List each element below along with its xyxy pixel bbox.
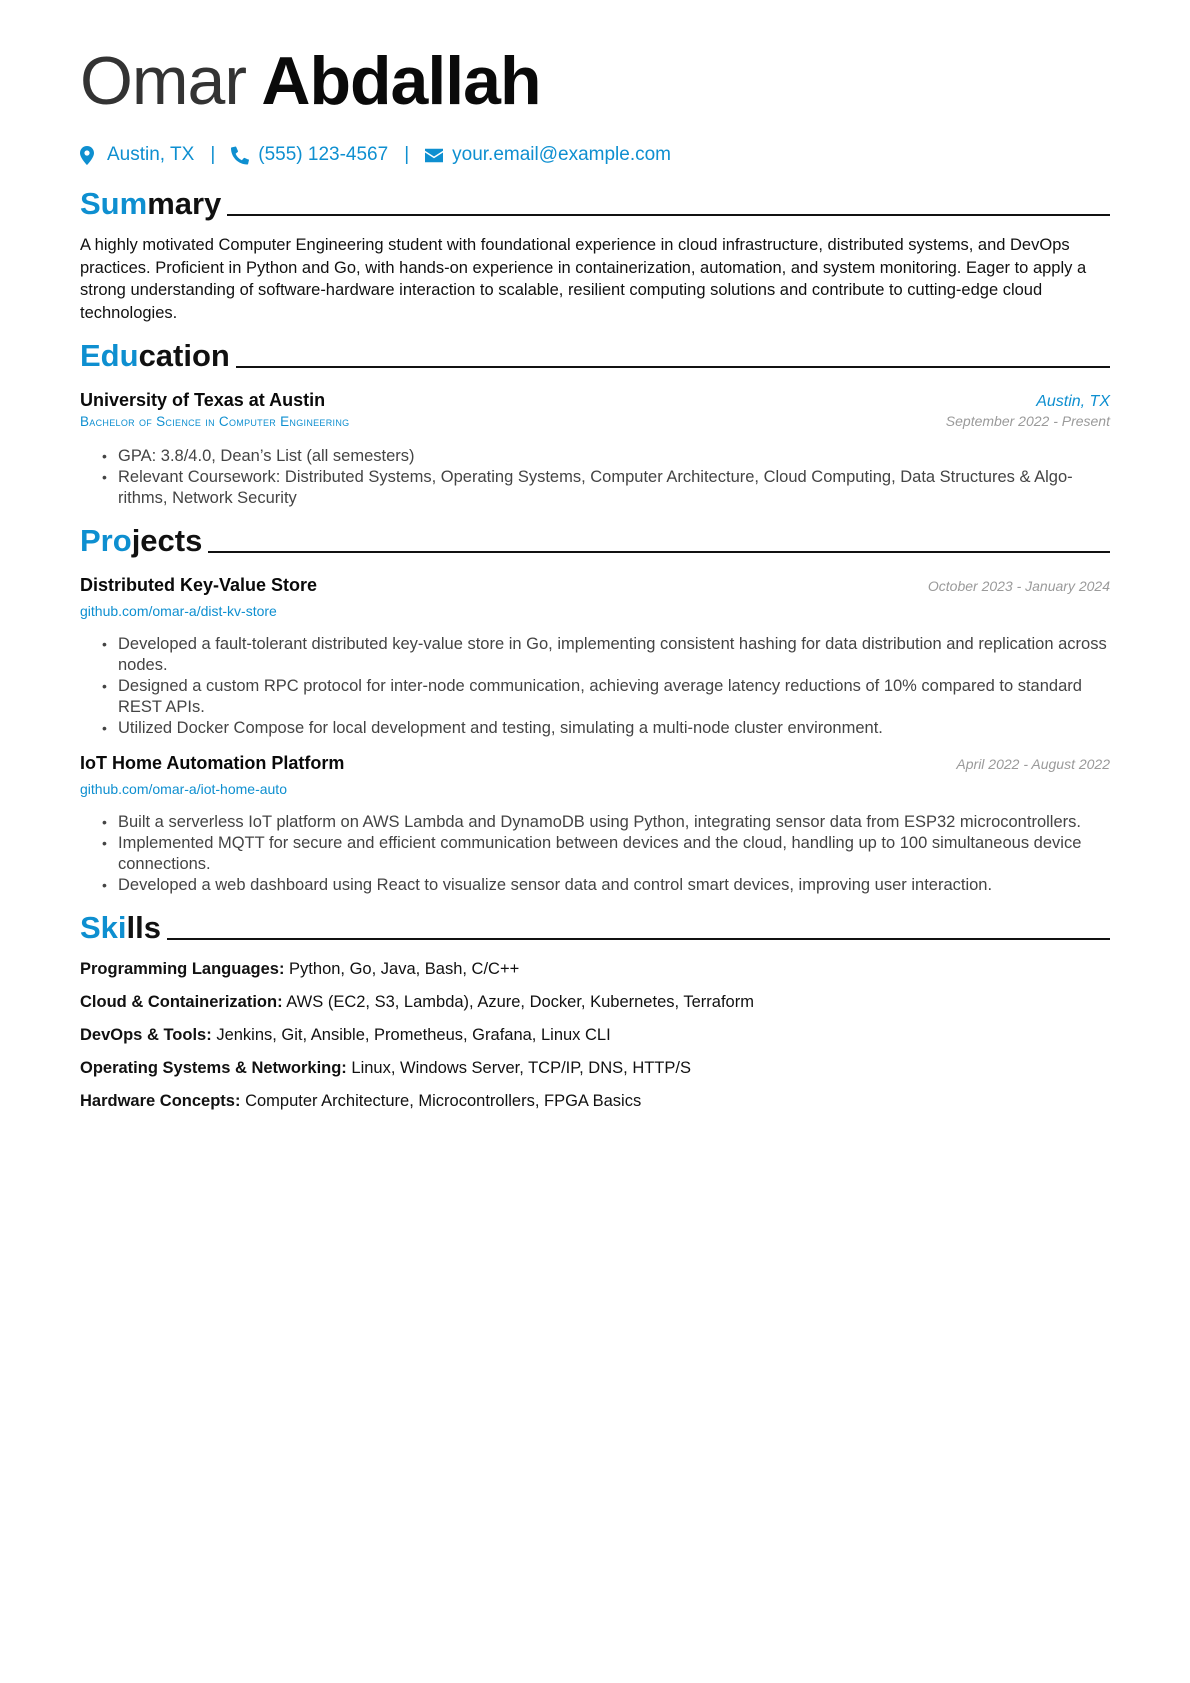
contact-phone[interactable] <box>231 144 388 166</box>
list-item: • Implemented MQTT for secure and efficient communication between devices and the cloud, handling up to 100 simultaneous device connections. <box>118 833 1110 875</box>
skill-row <box>80 1024 1110 1046</box>
skill-row <box>80 1057 1110 1079</box>
skills-heading <box>80 906 1110 946</box>
list-item: • Developed a web dashboard using React to visualize sensor data and control smart devices, improving user interaction. <box>118 875 1110 896</box>
list-item: • Built a serverless IoT platform on AWS Lambda and DynamoDB using Python, integrating sensor data from ESP32 microcontrollers. <box>118 812 1110 833</box>
location-text: Austin, TX <box>107 144 195 165</box>
section-rule <box>167 938 1110 940</box>
skill-row <box>80 1090 1110 1112</box>
skills-list <box>80 958 1110 1112</box>
first-name: Omar <box>80 43 246 119</box>
last-name: Abdallah <box>261 43 541 119</box>
school-name: University of Texas at Austin <box>80 390 326 410</box>
section-rule <box>236 366 1110 368</box>
skill-label: DevOps & Tools: <box>80 1026 212 1044</box>
skill-label: Operating Systems & Networking: <box>80 1059 347 1077</box>
phone-text: (555) 123-4567 <box>258 144 389 165</box>
list-item: • Developed a fault-tolerant distributed key-value store in Go, implementing consistent hashing for data distribution and replication across nodes. <box>118 634 1110 676</box>
list-item: • GPA: 3.8/4.0, Dean’s List (all semesters) <box>118 446 1110 467</box>
project-link[interactable]: github.com/omar-a/iot-home-auto <box>80 781 287 797</box>
section-title: Projects <box>80 523 203 558</box>
project-entry <box>80 751 1110 896</box>
contact-location <box>80 144 194 166</box>
section-title: Summary <box>80 186 222 221</box>
summary-text: A highly motivated Computer Engineering student with foundational experience in cloud infrastructure, distributed systems, and DevOps practices. Proficient in Python and Go, with hands-on experience in containerization, automation, and system monitoring. Eager to apply a strong understanding of software-hardware interaction to scalable, resilient computing solutions and contribute to cutting-edge cloud technologies. <box>80 236 1087 322</box>
list-item: • Utilized Docker Compose for local development and testing, simulating a multi-node cluster environment. <box>118 718 1110 739</box>
candidate-name <box>80 40 1110 122</box>
education-bullets <box>80 446 1110 509</box>
list-item: • Relevant Coursework: Distributed Systems, Operating Systems, Computer Architecture, Cloud Computing, Data Structures & Algo-rithms, Network Security <box>118 467 1110 509</box>
education-heading <box>80 334 1110 374</box>
contact-bar <box>80 140 1110 170</box>
school-location: Austin, TX <box>1036 393 1110 410</box>
skill-value: Computer Architecture, Microcontrollers, FPGA Basics <box>245 1092 642 1110</box>
section-rule <box>208 551 1110 553</box>
degree: Bachelor of Science in Computer Engineering <box>80 414 350 429</box>
project-dates: April 2022 - August 2022 <box>956 756 1110 772</box>
project-dates: October 2023 - January 2024 <box>927 578 1110 594</box>
skill-row <box>80 958 1110 980</box>
projects-heading <box>80 519 1110 559</box>
skill-row <box>80 991 1110 1013</box>
skill-label: Cloud & Containerization: <box>80 993 283 1011</box>
skill-label: Hardware Concepts: <box>80 1092 241 1110</box>
contact-email[interactable] <box>425 144 671 166</box>
project-entry <box>80 573 1110 739</box>
education-dates: September 2022 - Present <box>945 413 1110 429</box>
phone-icon <box>231 145 249 165</box>
section-title: Education <box>80 338 230 373</box>
section-rule <box>227 214 1110 216</box>
skill-label: Programming Languages: <box>80 960 285 978</box>
section-title: Skills <box>80 910 161 945</box>
summary-heading <box>80 182 1110 222</box>
skill-value: AWS (EC2, S3, Lambda), Azure, Docker, Kubernetes, Terraform <box>286 993 754 1011</box>
skill-value: Linux, Windows Server, TCP/IP, DNS, HTTP/S <box>351 1059 691 1077</box>
skill-value: Python, Go, Java, Bash, C/C++ <box>289 960 520 978</box>
skill-value: Jenkins, Git, Ansible, Prometheus, Grafana, Linux CLI <box>216 1026 611 1044</box>
list-item: • Designed a custom RPC protocol for inter-node communication, achieving average latency reductions of 10% compared to standard REST APIs. <box>118 676 1110 718</box>
contact-separator: | <box>404 144 410 165</box>
email-link: your.email@example.com <box>452 144 671 165</box>
project-title: IoT Home Automation Platform <box>80 753 345 773</box>
project-bullets <box>80 812 1110 896</box>
project-link[interactable]: github.com/omar-a/dist-kv-store <box>80 603 277 619</box>
envelope-icon <box>425 145 443 165</box>
project-bullets <box>80 634 1110 739</box>
project-title: Distributed Key-Value Store <box>80 575 318 595</box>
contact-separator: | <box>210 144 216 165</box>
map-marker-icon <box>80 145 98 165</box>
education-entry <box>80 388 1110 509</box>
